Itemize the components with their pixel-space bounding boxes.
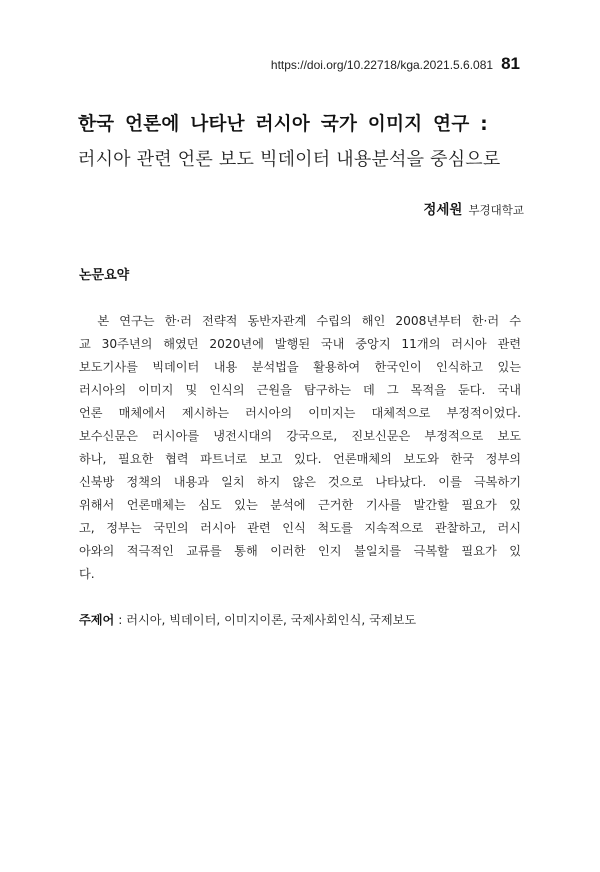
abstract-line: 보수신문은 러시아를 냉전시대의 강국으로, 진보신문은 부정적으로 보도 (79, 429, 521, 443)
abstract-line: 보도기사를 빅데이터 내용 분석법을 활용하여 한국인이 인식하고 있는 (79, 360, 521, 374)
abstract-heading: 논문요약 (79, 268, 130, 283)
abstract-line: 아와의 적극적인 교류를 통해 이러한 인지 불일치를 극복할 필요가 있 (79, 544, 521, 558)
running-head (271, 54, 520, 74)
keywords-separator: : (114, 613, 127, 627)
keywords-text: 러시아, 빅데이터, 이미지이론, 국제사회인식, 국제보도 (126, 613, 417, 627)
author-line (423, 198, 524, 218)
keywords-label: 주제어 (79, 613, 115, 627)
abstract-line: 다. (79, 567, 95, 581)
abstract-line: 고, 정부는 국민의 러시아 관련 인식 척도를 지속적으로 관찰하고, 러시 (79, 521, 521, 535)
keywords-line (79, 611, 416, 628)
abstract-line: 본 연구는 한·러 전략적 동반자관계 수립의 해인 2008년부터 한·러 수 (79, 314, 521, 328)
paper-title: 한국 언론에 나타난 러시아 국가 이미지 연구 : (78, 114, 488, 135)
abstract-line: 언론 매체에서 제시하는 러시아의 이미지는 대체적으로 부정적이었다. (79, 406, 521, 420)
doi-link[interactable]: https://doi.org/10.22718/kga.2021.5.6.081 (270, 58, 494, 72)
abstract-line: 하나, 필요한 협력 파트너로 보고 있다. 언론매체의 보도와 한국 정부의 (79, 452, 521, 466)
page-number: 81 (501, 54, 520, 73)
abstract-line: 러시아의 이미지 및 인식의 근원을 탐구하는 데 그 목적을 둔다. 국내 (79, 383, 521, 397)
abstract-line: 신북방 정책의 내용과 일치 하지 않은 것으로 나타났다. 이를 극복하기 (79, 475, 521, 489)
author-name: 정세원 (423, 202, 463, 218)
abstract-line: 교 30주년의 해였던 2020년에 발행된 국내 중앙지 11개의 러시아 관련 (79, 337, 521, 351)
abstract-line: 위해서 언론매체는 심도 있는 분석에 근거한 기사를 발간할 필요가 있 (79, 498, 521, 512)
abstract-body (79, 310, 521, 586)
author-affiliation: 부경대학교 (468, 203, 524, 217)
paper-subtitle: 러시아 관련 언론 보도 빅데이터 내용분석을 중심으로 (78, 149, 501, 170)
